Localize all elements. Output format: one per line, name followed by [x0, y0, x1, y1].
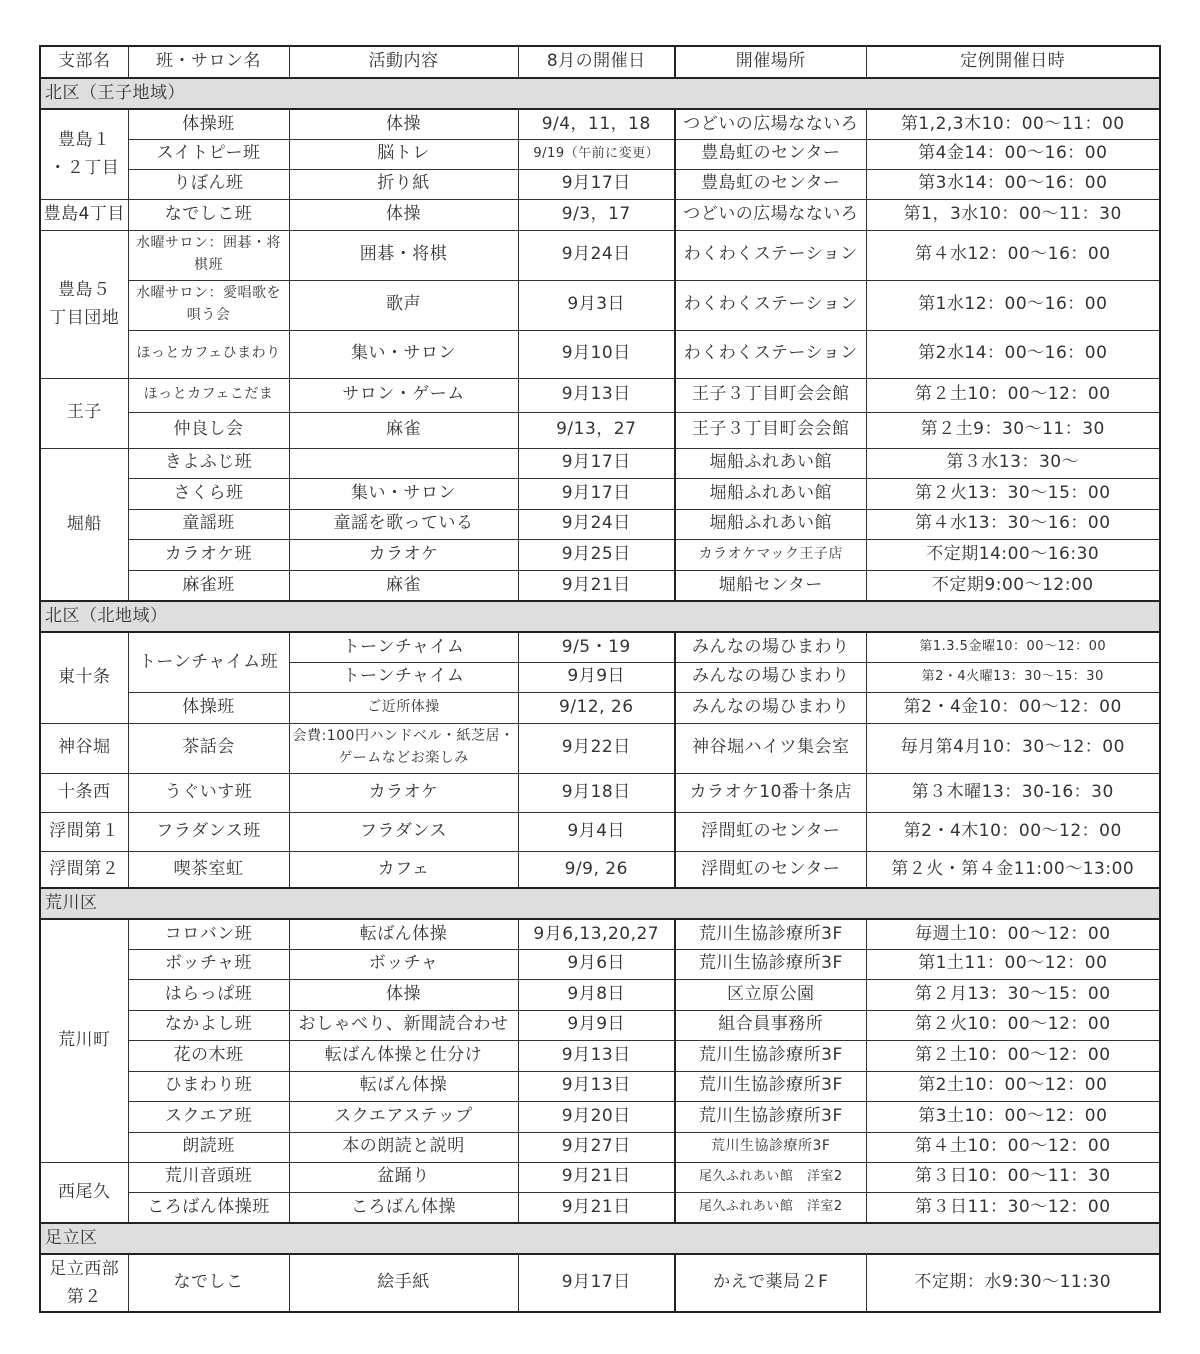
regular-cell: 不定期9:00～12:00 — [866, 570, 1160, 601]
date-cell: 9月27日 — [518, 1132, 675, 1162]
regular-cell: 第2・4金10：00～12：00 — [866, 692, 1160, 723]
section-title: 北区（王子地域） — [40, 78, 1160, 109]
table-row — [40, 692, 1160, 723]
date-cell: 9月10日 — [518, 330, 675, 378]
section-header-row — [40, 1223, 1160, 1254]
date-cell: 9/9, 26 — [518, 851, 675, 888]
group-name-cell: ころばん体操班 — [128, 1192, 289, 1223]
table-row — [40, 230, 1160, 280]
date-cell: 9月17日 — [518, 448, 675, 478]
activity-cell: 体操 — [289, 199, 518, 230]
table-row — [40, 509, 1160, 539]
activity-cell: 転ばん体操と仕分け — [289, 1040, 518, 1071]
table-row — [40, 280, 1160, 330]
date-cell: 9月4日 — [518, 812, 675, 851]
group-name-cell: 童謡班 — [128, 509, 289, 539]
activity-cell: 転ばん体操 — [289, 1071, 518, 1101]
place-cell: 浮間虹のセンター — [675, 812, 866, 851]
table-row — [40, 979, 1160, 1010]
activity-cell: 転ばん体操 — [289, 919, 518, 949]
regular-cell: 第3土10：00～12：00 — [866, 1101, 1160, 1132]
group-name-cell: うぐいす班 — [128, 773, 289, 812]
regular-cell: 第2・4火曜13：30～15：30 — [866, 662, 1160, 692]
branch-name-cell: 王子 — [40, 378, 128, 448]
table-row — [40, 378, 1160, 412]
place-cell: 堀船センター — [675, 570, 866, 601]
table-row — [40, 448, 1160, 478]
activity-cell: トーンチャイム — [289, 632, 518, 662]
place-cell: かえで薬局２F — [675, 1254, 866, 1312]
regular-cell: 第３木曜13：30-16：30 — [866, 773, 1160, 812]
table-row — [40, 1101, 1160, 1132]
date-cell: 9月24日 — [518, 230, 675, 280]
activity-cell: 集い・サロン — [289, 330, 518, 378]
activity-cell: ころばん体操 — [289, 1192, 518, 1223]
branch-name-cell: 豊島１ ・２丁目 — [40, 109, 128, 199]
section-title: 荒川区 — [40, 888, 1160, 919]
table-row — [40, 1071, 1160, 1101]
regular-cell: 第３日10：00～11：30 — [866, 1162, 1160, 1192]
date-cell: 9月17日 — [518, 169, 675, 199]
group-name-cell: 朗読班 — [128, 1132, 289, 1162]
table-row — [40, 851, 1160, 888]
table-row — [40, 169, 1160, 199]
group-name-cell: さくら班 — [128, 478, 289, 509]
date-cell: 9月17日 — [518, 478, 675, 509]
place-cell: 荒川生協診療所3F — [675, 1040, 866, 1071]
regular-cell: 毎週土10：00～12：00 — [866, 919, 1160, 949]
section-header-row — [40, 78, 1160, 109]
activity-cell: ボッチャ — [289, 949, 518, 979]
group-name-cell: ボッチャ班 — [128, 949, 289, 979]
date-cell: 9月22日 — [518, 723, 675, 773]
place-cell: みんなの場ひまわり — [675, 662, 866, 692]
activity-cell — [289, 448, 518, 478]
regular-cell: 第2土10：00～12：00 — [866, 1071, 1160, 1101]
branch-name-cell: 西尾久 — [40, 1162, 128, 1223]
branch-name-cell: 東十条 — [40, 632, 128, 723]
regular-cell: 第２月13：30～15：00 — [866, 979, 1160, 1010]
date-cell: 9月21日 — [518, 570, 675, 601]
regular-cell: 不定期14:00～16:30 — [866, 539, 1160, 570]
date-cell: 9月9日 — [518, 1010, 675, 1040]
table-row — [40, 632, 1160, 662]
date-cell: 9月20日 — [518, 1101, 675, 1132]
branch-name-cell: 足立西部 第２ — [40, 1254, 128, 1312]
regular-cell: 第２土10：00～12：00 — [866, 378, 1160, 412]
regular-cell: 第２火・第４金11:00～13:00 — [866, 851, 1160, 888]
header-place: 開催場所 — [675, 46, 866, 78]
place-cell: カラオケ10番十条店 — [675, 773, 866, 812]
regular-cell: 第３水13：30～ — [866, 448, 1160, 478]
place-cell: 荒川生協診療所3F — [675, 1071, 866, 1101]
header-date: 8月の開催日 — [518, 46, 675, 78]
activity-cell: カフェ — [289, 851, 518, 888]
table-row — [40, 1162, 1160, 1192]
date-cell: 9月3日 — [518, 280, 675, 330]
branch-name-cell: 浮間第２ — [40, 851, 128, 888]
date-cell: 9/3，17 — [518, 199, 675, 230]
regular-cell: 第1水12：00～16：00 — [866, 280, 1160, 330]
header-row — [40, 46, 1160, 78]
place-cell: 豊島虹のセンター — [675, 139, 866, 169]
date-cell: 9月13日 — [518, 1040, 675, 1071]
table-row — [40, 1254, 1160, 1312]
place-cell: みんなの場ひまわり — [675, 692, 866, 723]
place-cell: つどいの広場なないろ — [675, 109, 866, 139]
regular-cell: 第２火10：00～12：00 — [866, 1010, 1160, 1040]
activity-cell: 体操 — [289, 109, 518, 139]
regular-cell: 第４水12：00～16：00 — [866, 230, 1160, 280]
place-cell: わくわくステーション — [675, 280, 866, 330]
place-cell: カラオケマック王子店 — [675, 539, 866, 570]
group-name-cell: りぼん班 — [128, 169, 289, 199]
group-name-cell: 体操班 — [128, 109, 289, 139]
group-name-cell: フラダンス班 — [128, 812, 289, 851]
place-cell: わくわくステーション — [675, 230, 866, 280]
table-row — [40, 139, 1160, 169]
table-row — [40, 773, 1160, 812]
date-cell: 9月6,13,20,27 — [518, 919, 675, 949]
regular-cell: 第２土9：30～11：30 — [866, 412, 1160, 448]
date-cell: 9月25日 — [518, 539, 675, 570]
header-branch: 支部名 — [40, 46, 128, 78]
activity-cell: 盆踊り — [289, 1162, 518, 1192]
section-title: 北区（北地域） — [40, 601, 1160, 632]
table-row — [40, 723, 1160, 773]
activity-cell: 麻雀 — [289, 570, 518, 601]
date-cell: 9月6日 — [518, 949, 675, 979]
branch-name-cell: 神谷堀 — [40, 723, 128, 773]
header-activity: 活動内容 — [289, 46, 518, 78]
activity-cell: 本の朗読と説明 — [289, 1132, 518, 1162]
date-cell: 9/13，27 — [518, 412, 675, 448]
date-cell: 9/12, 26 — [518, 692, 675, 723]
group-name-cell: ほっとカフェこだま — [128, 378, 289, 412]
regular-cell: 第４水13：30～16：00 — [866, 509, 1160, 539]
activity-cell: 会費:100円ハンドベル・紙芝居・ゲームなどお楽しみ — [289, 723, 518, 773]
header-regular: 定例開催日時 — [866, 46, 1160, 78]
activity-cell: 絵手紙 — [289, 1254, 518, 1312]
date-cell: 9月21日 — [518, 1192, 675, 1223]
date-cell: 9月13日 — [518, 378, 675, 412]
section-title: 足立区 — [40, 1223, 1160, 1254]
group-name-cell: 仲良し会 — [128, 412, 289, 448]
table-row — [40, 478, 1160, 509]
section-header-row — [40, 601, 1160, 632]
table-row — [40, 199, 1160, 230]
place-cell: わくわくステーション — [675, 330, 866, 378]
regular-cell: 第4金14：00～16：00 — [866, 139, 1160, 169]
branch-name-cell: 堀船 — [40, 448, 128, 601]
group-name-cell: カラオケ班 — [128, 539, 289, 570]
date-cell: 9月8日 — [518, 979, 675, 1010]
regular-cell: 第３日11：30～12：00 — [866, 1192, 1160, 1223]
table-body — [40, 78, 1160, 1312]
activity-cell: 麻雀 — [289, 412, 518, 448]
activity-cell: フラダンス — [289, 812, 518, 851]
activity-cell: 童謡を歌っている — [289, 509, 518, 539]
place-cell: 荒川生協診療所3F — [675, 1132, 866, 1162]
place-cell: 堀船ふれあい館 — [675, 509, 866, 539]
place-cell: みんなの場ひまわり — [675, 632, 866, 662]
group-name-cell: 水曜サロン：愛唱歌を唄う会 — [128, 280, 289, 330]
table-row — [40, 412, 1160, 448]
date-cell: 9/5・19 — [518, 632, 675, 662]
group-name-cell: 麻雀班 — [128, 570, 289, 601]
group-name-cell: コロバン班 — [128, 919, 289, 949]
place-cell: つどいの広場なないろ — [675, 199, 866, 230]
place-cell: 王子３丁目町会会館 — [675, 412, 866, 448]
regular-cell: 第1土11：00～12：00 — [866, 949, 1160, 979]
activity-cell: ご近所体操 — [289, 692, 518, 723]
group-name-cell: なでしこ班 — [128, 199, 289, 230]
group-name-cell: トーンチャイム班 — [128, 632, 289, 692]
date-cell: 9/4，11，18 — [518, 109, 675, 139]
activity-schedule-table — [39, 45, 1161, 1313]
group-name-cell: 花の木班 — [128, 1040, 289, 1071]
place-cell: 荒川生協診療所3F — [675, 1101, 866, 1132]
table-row — [40, 570, 1160, 601]
group-name-cell: 荒川音頭班 — [128, 1162, 289, 1192]
header-group: 班・サロン名 — [128, 46, 289, 78]
table-row — [40, 1192, 1160, 1223]
regular-cell: 第４土10：00～12：00 — [866, 1132, 1160, 1162]
regular-cell: 第1，3水10：00～11：30 — [866, 199, 1160, 230]
place-cell: 神谷堀ハイツ集会室 — [675, 723, 866, 773]
regular-cell: 第2水14：00～16：00 — [866, 330, 1160, 378]
branch-name-cell: 荒川町 — [40, 919, 128, 1162]
group-name-cell: スクエア班 — [128, 1101, 289, 1132]
group-name-cell: 水曜サロン：囲碁・将棋班 — [128, 230, 289, 280]
date-cell: 9月24日 — [518, 509, 675, 539]
table-row — [40, 109, 1160, 139]
activity-cell: 集い・サロン — [289, 478, 518, 509]
table-row — [40, 1132, 1160, 1162]
date-cell: 9月18日 — [518, 773, 675, 812]
branch-name-cell: 豊島５ 丁目団地 — [40, 230, 128, 378]
group-name-cell: 体操班 — [128, 692, 289, 723]
date-cell: 9月9日 — [518, 662, 675, 692]
activity-cell: 体操 — [289, 979, 518, 1010]
table-row — [40, 1010, 1160, 1040]
regular-cell: 第２土10：00～12：00 — [866, 1040, 1160, 1071]
date-cell: 9/19（午前に変更） — [518, 139, 675, 169]
table-row — [40, 949, 1160, 979]
activity-cell: おしゃべり、新聞読合わせ — [289, 1010, 518, 1040]
activity-cell: 歌声 — [289, 280, 518, 330]
activity-cell: スクエアステップ — [289, 1101, 518, 1132]
activity-cell: カラオケ — [289, 539, 518, 570]
branch-name-cell: 十条西 — [40, 773, 128, 812]
table-row — [40, 812, 1160, 851]
place-cell: 浮間虹のセンター — [675, 851, 866, 888]
activity-cell: トーンチャイム — [289, 662, 518, 692]
place-cell: 尾久ふれあい館 洋室2 — [675, 1162, 866, 1192]
regular-cell: 第2・4木10：00～12：00 — [866, 812, 1160, 851]
regular-cell: 毎月第4月10：30～12：00 — [866, 723, 1160, 773]
group-name-cell: ほっとカフェひまわり — [128, 330, 289, 378]
group-name-cell: スイトピー班 — [128, 139, 289, 169]
date-cell: 9月17日 — [518, 1254, 675, 1312]
place-cell: 荒川生協診療所3F — [675, 919, 866, 949]
regular-cell: 第3水14：00～16：00 — [866, 169, 1160, 199]
table-row — [40, 539, 1160, 570]
group-name-cell: きよふじ班 — [128, 448, 289, 478]
activity-cell: サロン・ゲーム — [289, 378, 518, 412]
place-cell: 組合員事務所 — [675, 1010, 866, 1040]
regular-cell: 第1,2,3木10：00～11：00 — [866, 109, 1160, 139]
branch-name-cell: 豊島4丁目 — [40, 199, 128, 230]
place-cell: 尾久ふれあい館 洋室2 — [675, 1192, 866, 1223]
table-row — [40, 330, 1160, 378]
table-row — [40, 1040, 1160, 1071]
regular-cell: 第1.3.5金曜10：00～12：00 — [866, 632, 1160, 662]
group-name-cell: 喫茶室虹 — [128, 851, 289, 888]
group-name-cell: ひまわり班 — [128, 1071, 289, 1101]
activity-cell: 囲碁・将棋 — [289, 230, 518, 280]
table-row — [40, 919, 1160, 949]
date-cell: 9月21日 — [518, 1162, 675, 1192]
group-name-cell: 茶話会 — [128, 723, 289, 773]
group-name-cell: はらっぱ班 — [128, 979, 289, 1010]
activity-cell: 脳トレ — [289, 139, 518, 169]
activity-cell: カラオケ — [289, 773, 518, 812]
place-cell: 豊島虹のセンター — [675, 169, 866, 199]
section-header-row — [40, 888, 1160, 919]
regular-cell: 不定期：水9:30～11:30 — [866, 1254, 1160, 1312]
place-cell: 堀船ふれあい館 — [675, 448, 866, 478]
group-name-cell: なかよし班 — [128, 1010, 289, 1040]
date-cell: 9月13日 — [518, 1071, 675, 1101]
place-cell: 区立原公園 — [675, 979, 866, 1010]
group-name-cell: なでしこ — [128, 1254, 289, 1312]
place-cell: 堀船ふれあい館 — [675, 478, 866, 509]
branch-name-cell: 浮間第１ — [40, 812, 128, 851]
place-cell: 王子３丁目町会会館 — [675, 378, 866, 412]
activity-cell: 折り紙 — [289, 169, 518, 199]
regular-cell: 第２火13：30～15：00 — [866, 478, 1160, 509]
place-cell: 荒川生協診療所3F — [675, 949, 866, 979]
